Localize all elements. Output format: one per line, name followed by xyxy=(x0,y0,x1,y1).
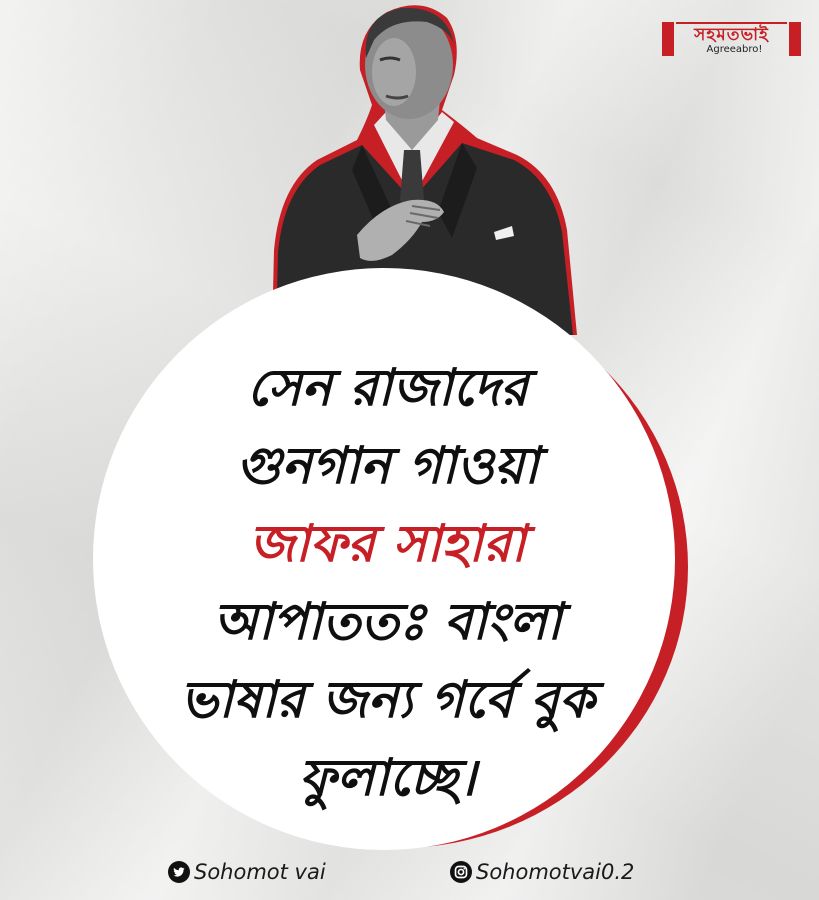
twitter-handle-text: Sohomot vai xyxy=(194,860,326,884)
twitter-handle[interactable] xyxy=(168,859,326,885)
logo-subtext: Agreeabro! xyxy=(706,44,763,55)
instagram-icon xyxy=(450,861,472,883)
quote-line-6: ফুলাচ্ছে। xyxy=(298,749,477,808)
quote-text xyxy=(165,350,610,818)
quote-line-4: আপাততঃ বাংলা xyxy=(213,593,562,652)
instagram-handle[interactable] xyxy=(450,859,634,885)
twitter-icon xyxy=(168,861,190,883)
quote-line-2: গুনগান গাওয়া xyxy=(236,437,539,496)
quote-line-5: ভাষার জন্য গর্বে বুক xyxy=(180,671,595,730)
quote-line-1: সেন রাজাদের xyxy=(246,359,529,418)
brand-logo xyxy=(662,22,801,56)
logo-bracket-right xyxy=(789,22,801,56)
quote-line-3-highlight: জাফর সাহারা xyxy=(249,515,526,574)
instagram-handle-text: Sohomotvai0.2 xyxy=(476,860,635,884)
logo-bracket-left xyxy=(662,22,674,56)
logo-text: সহমতভাই xyxy=(676,22,787,46)
